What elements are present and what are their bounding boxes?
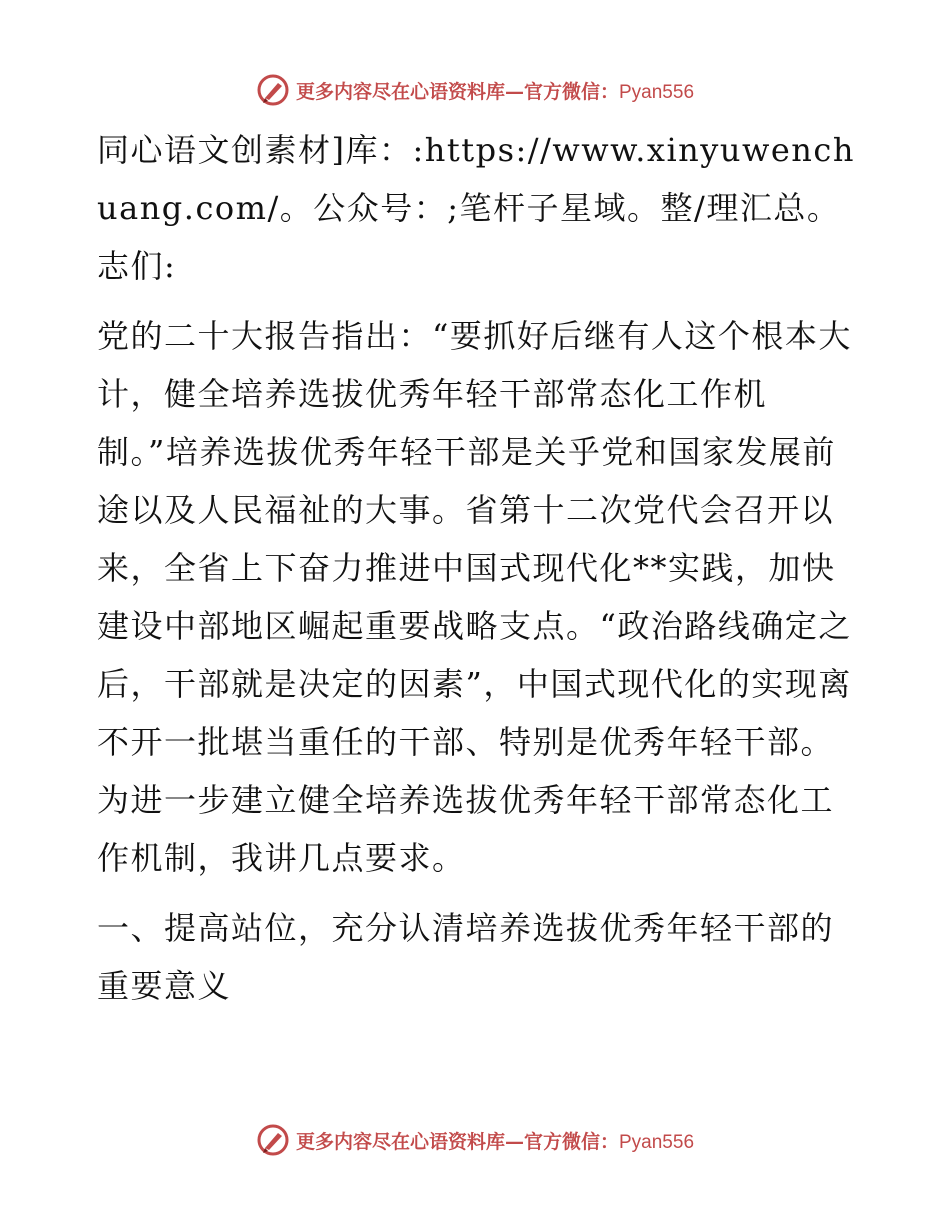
red-pen-circle-logo-icon — [256, 1123, 290, 1157]
body-paragraph: 党的二十大报告指出：“要抓好后继有人这个根本大计，健全培养选拔优秀年轻干部常态化工作机制。”培养选拔优秀年轻干部是关乎党和国家发展前途以及人民福祉的大事。省第十二次党代会召开以来，全省上下奋力推进中国式现代化**实践，加快建设中部地区崛起重要战略支点。“政治路线确定之后，干部就是决定的因素”，中国式现代化的实现离不开一批堪当重任的干部、特别是优秀年轻干部。为进一步建立健全培养选拔优秀年轻干部常态化工作机制，我讲几点要求。 — [97, 317, 852, 877]
watermark-contact: Pyan556 — [619, 81, 695, 103]
footer-watermark-banner — [0, 1120, 950, 1160]
watermark-text: 更多内容尽在心语资料库—官方微信：Pyan556 — [295, 80, 695, 103]
intro-paragraph: 同心语文创素材]库：:https://www.xinyuwenchuang.com/。公众号：;笔杆子星域。整/理汇总。志们: — [97, 131, 855, 285]
watermark-contact: Pyan556 — [619, 1131, 695, 1153]
header-watermark-banner — [0, 70, 950, 110]
watermark-text: 更多内容尽在心语资料库—官方微信：Pyan556 — [295, 1130, 695, 1153]
section-heading: 一、提高站位，充分认清培养选拔优秀年轻干部的重要意义 — [97, 909, 835, 1005]
red-pen-circle-logo-icon — [256, 73, 290, 107]
document-body — [97, 121, 857, 1027]
